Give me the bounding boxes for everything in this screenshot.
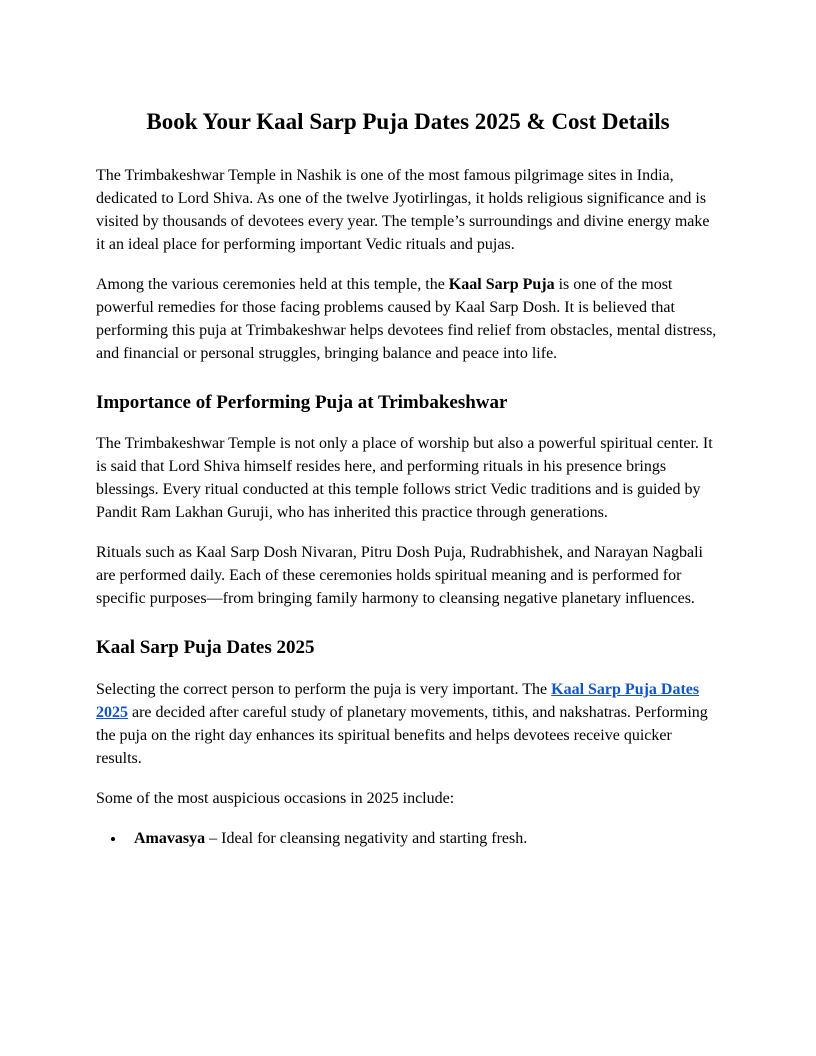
dates-paragraph-1 (96, 678, 720, 770)
intro-paragraph-2 (96, 273, 720, 365)
importance-paragraph-1 (96, 432, 720, 524)
dates-paragraph-2 (96, 787, 720, 810)
kaal-sarp-puja-dates-link[interactable]: Kaal Sarp Puja Dates 2025 (96, 681, 700, 722)
section-heading-dates: Kaal Sarp Puja Dates 2025 (96, 637, 315, 659)
text-segment: The Trimbakeshwar Temple in Nashik is one of the most famous pilgrimage sites in India, dedicated to Lord Shiva. As one of the twelve Jyotirlingas, it holds religious significance and is visited by thousands of devotees every year. The temple’s surroundings and divine energy make it an ideal place for performing important Vedic rituals and pujas. (96, 166, 710, 253)
text-segment: – Ideal for cleansing negativity and starting fresh. (205, 830, 528, 848)
list-item-amavasya (126, 827, 720, 850)
intro-paragraph-1 (96, 164, 720, 256)
text-segment: Rituals such as Kaal Sarp Dosh Nivaran, Pitru Dosh Puja, Rudrabhishek, and Narayan Nagbali are performed daily. Each of these ceremonies holds spiritual meaning and is performed for specific purposes—from bringing family harmony to cleansing negative planetary influences. (96, 544, 703, 608)
text-segment: is one of the most powerful remedies for those facing problems caused by Kaal Sarp Dosh. It is believed that performing this puja at Trimbakeshwar helps devotees find relief from obstacles, mental distress, and financial or personal struggles, bringing balance and peace into life. (96, 275, 717, 362)
bold-text-kaal-sarp-puja: Kaal Sarp Puja (448, 275, 555, 293)
occasions-list (96, 827, 720, 850)
text-segment: Selecting the correct person to perform the puja is very important. The (96, 681, 552, 699)
section-heading-importance: Importance of Performing Puja at Trimbakeshwar (96, 391, 508, 413)
text-segment: Among the various ceremonies held at this temple, the (96, 275, 449, 293)
text-segment: Some of the most auspicious occasions in 2025 include: (96, 790, 455, 808)
document-title: Book Your Kaal Sarp Puja Dates 2025 & Cost Details (146, 109, 670, 134)
importance-paragraph-2 (96, 541, 720, 610)
bold-text-amavasya: Amavasya (134, 830, 206, 848)
text-segment: are decided after careful study of planetary movements, tithis, and nakshatras. Performing the puja on the right day enhances its spiritual benefits and helps devotees receive quicker results. (96, 704, 708, 768)
text-segment: The Trimbakeshwar Temple is not only a place of worship but also a powerful spiritual center. It is said that Lord Shiva himself resides here, and performing rituals in his presence brings blessings. Every ritual conducted at this temple follows strict Vedic traditions and is guided by Pandit Ram Lakhan Guruji, who has inherited this practice through generations. (96, 435, 713, 522)
